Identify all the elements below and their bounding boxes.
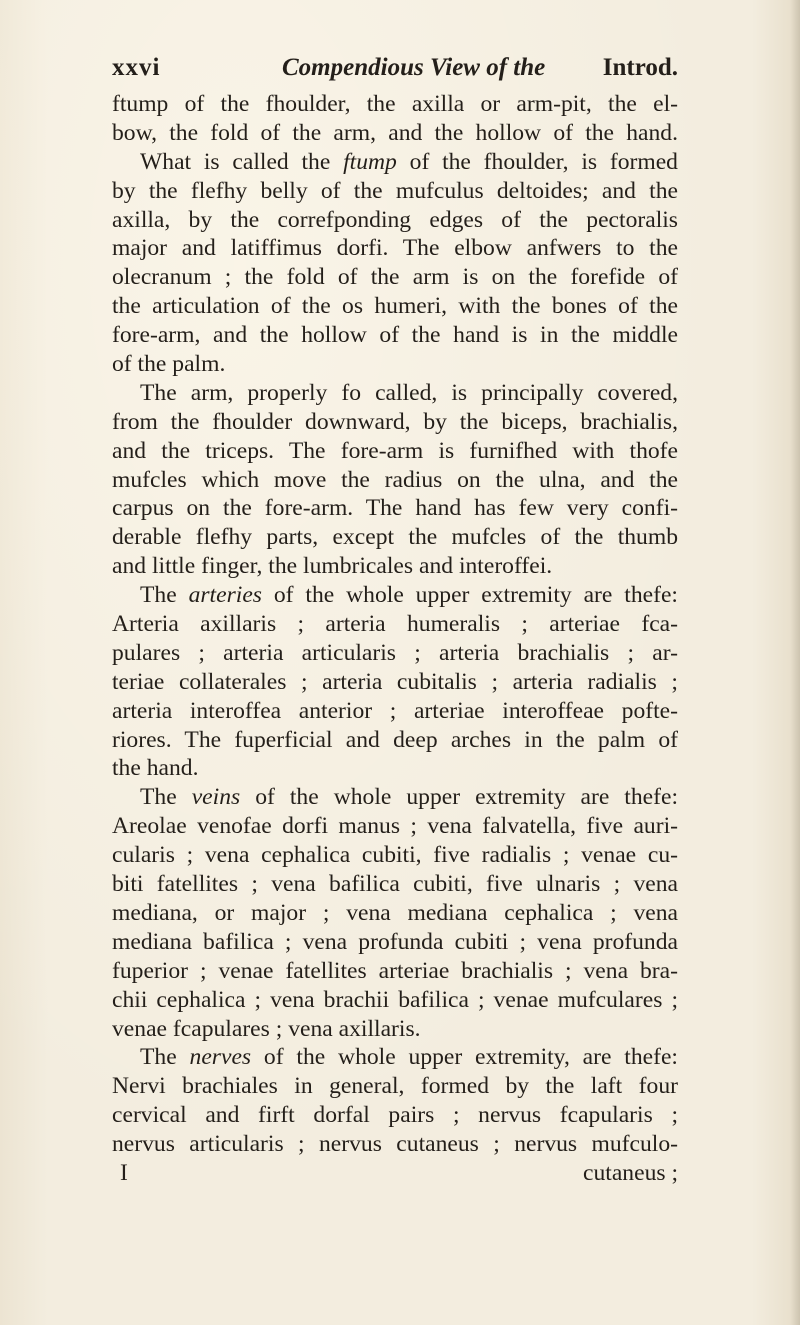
text-line: mediana, or major ; vena mediana cephalica ; vena bbox=[112, 899, 678, 926]
text-line: biti fatellites ; vena bafilica cubiti, five ulnaris ; vena bbox=[112, 871, 678, 898]
text-line: mediana bafilica ; vena profunda cubiti ; vena profunda bbox=[112, 928, 678, 955]
footer-line bbox=[112, 1159, 678, 1188]
text-line: ftump of the fhoulder, the axilla or arm-pit, the el- bbox=[112, 91, 678, 117]
running-head bbox=[112, 54, 678, 88]
text-line: and little finger, the lumbricales and interoffei. bbox=[112, 553, 553, 580]
text-line: the articulation of the os humeri, with the bones of the bbox=[112, 293, 678, 320]
text-line: Arteria axillaris ; arteria humeralis ; arteriae fca- bbox=[112, 611, 678, 638]
text-line: olecranum ; the fold of the arm is on the forefide of bbox=[112, 264, 678, 291]
page-number: xxvi bbox=[112, 54, 161, 81]
text-segment: The bbox=[140, 784, 177, 811]
text-line: arteria interoffea anterior ; arteriae interoffeae pofte- bbox=[112, 697, 678, 724]
text-line: and the triceps. The fore-arm is furnifhed with thofe bbox=[112, 437, 678, 464]
text-line bbox=[112, 783, 678, 812]
text-segment: of the fhoulder, is formed bbox=[409, 148, 678, 175]
signature-mark: I bbox=[120, 1159, 128, 1186]
text-line bbox=[112, 148, 678, 177]
text-segment: of the whole upper extremity, are thefe: bbox=[263, 1044, 678, 1071]
text-segment: of the whole upper extremity are thefe: bbox=[255, 784, 679, 811]
text-line: cularis ; vena cephalica cubiti, five radialis ; venae cu- bbox=[112, 842, 678, 869]
text-line: Areolae venofae dorfi manus ; vena falvatella, five auri- bbox=[112, 813, 678, 840]
catchword: cutaneus ; bbox=[583, 1159, 678, 1186]
page-edge-shadow bbox=[790, 0, 800, 1325]
text-segment: The bbox=[140, 582, 177, 609]
running-title: Compendious View of the bbox=[282, 54, 546, 81]
text-line: mufcles which move the radius on the ulna, and the bbox=[112, 466, 678, 493]
text-line: the hand. bbox=[112, 755, 199, 782]
text-line bbox=[112, 1043, 678, 1072]
italic-term: arteries bbox=[188, 582, 262, 609]
text-line: by the flefhy belly of the mufculus deltoides; and the bbox=[112, 177, 678, 204]
text-line: venae fcapulares ; vena axillaris. bbox=[112, 1015, 421, 1042]
text-line: fuperior ; venae fatellites arteriae brachialis ; vena bra- bbox=[112, 957, 678, 984]
text-segment: The bbox=[140, 1044, 177, 1071]
text-line: from the fhoulder downward, by the biceps, brachialis, bbox=[112, 408, 678, 435]
text-line: nervus articularis ; nervus cutaneus ; nervus mufculo- bbox=[112, 1131, 678, 1158]
italic-term: ftump bbox=[343, 148, 397, 175]
text-line: pulares ; arteria articularis ; arteria brachialis ; ar- bbox=[112, 639, 678, 666]
text-line: carpus on the fore-arm. The hand has few very confi- bbox=[112, 495, 678, 522]
text-line: cervical and firft dorfal pairs ; nervus fcapularis ; bbox=[112, 1102, 678, 1129]
italic-term: nerves bbox=[189, 1044, 252, 1071]
text-line: derable flefhy parts, except the mufcles of the thumb bbox=[112, 524, 678, 551]
text-segment: What is called the bbox=[140, 148, 331, 175]
text-line: bow, the fold of the arm, and the hollow of the hand. bbox=[112, 119, 678, 146]
text-line: Nervi brachiales in general, formed by the laft four bbox=[112, 1073, 678, 1100]
text-line: riores. The fuperficial and deep arches in the palm of bbox=[112, 726, 678, 753]
body-text bbox=[112, 90, 678, 1188]
text-line bbox=[112, 581, 678, 610]
text-line: of the palm. bbox=[112, 351, 226, 378]
text-line: axilla, by the correfponding edges of the pectoralis bbox=[112, 206, 678, 233]
section-label: Introd. bbox=[602, 54, 678, 81]
text-line: The arm, properly fo called, is principally covered, bbox=[140, 379, 678, 406]
text-line: major and latiffimus dorfi. The elbow anfwers to the bbox=[112, 235, 678, 262]
text-line: chii cephalica ; vena brachii bafilica ; venae mufculares ; bbox=[112, 986, 678, 1013]
text-segment: of the whole upper extremity are thefe: bbox=[273, 582, 678, 609]
italic-term: veins bbox=[191, 784, 241, 811]
text-line: teriae collaterales ; arteria cubitalis ; arteria radialis ; bbox=[112, 668, 678, 695]
text-line: fore-arm, and the hollow of the hand is in the middle bbox=[112, 322, 678, 349]
